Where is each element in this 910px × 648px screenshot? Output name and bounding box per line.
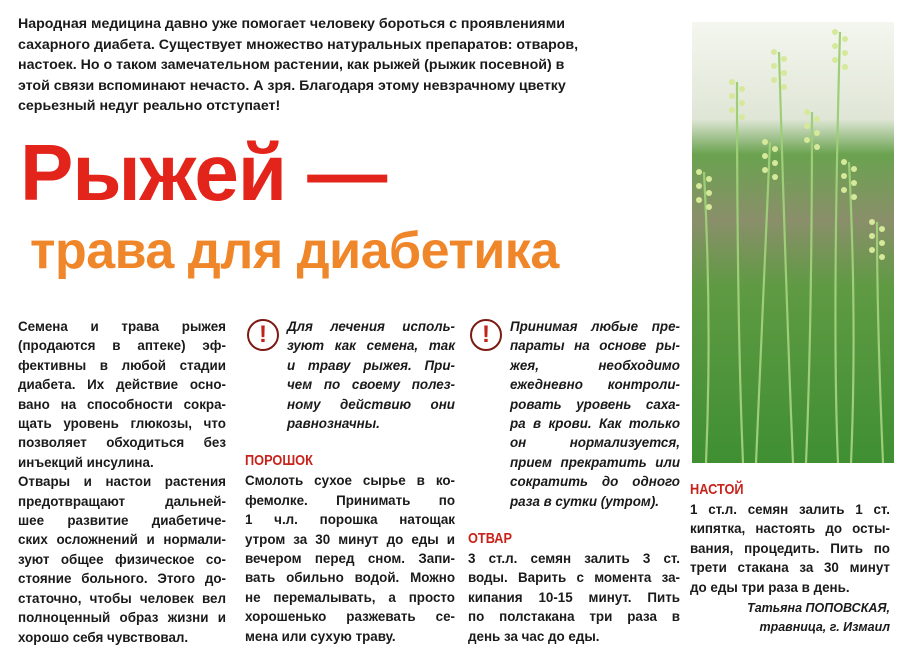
plant-flower (696, 197, 702, 203)
author-role: травница, г. Измаил (759, 620, 890, 635)
plant-flower (814, 116, 820, 122)
plant-flower (869, 233, 875, 239)
text-line: Отвары и настои растения (18, 474, 226, 490)
text-line: позволяет обходиться без (18, 435, 226, 451)
text-line: предотвращают дальней- (18, 493, 226, 509)
plant-flower (729, 107, 735, 113)
plant-flower (814, 144, 820, 150)
text-line: чем по своему полез- (287, 377, 455, 393)
plant-flower (729, 93, 735, 99)
text-line: хорошо себя чувствовал. (18, 629, 189, 645)
text-line: 1 ч.л. порошка натощак (245, 512, 455, 528)
text-line: трети стакана за 30 минут (690, 560, 890, 576)
text-line: прием прекратить или (510, 454, 680, 470)
author-signature (690, 599, 890, 637)
text-line: фемолке. Принимать по (245, 492, 455, 508)
text-line: утром за 30 минут до еды и (245, 531, 455, 547)
text-line: он нормализуется, (510, 435, 680, 451)
column-decoction (468, 317, 680, 646)
plant-flower (841, 187, 847, 193)
plant-flower (842, 36, 848, 42)
text-line: воды. Варить с момента за- (468, 570, 680, 586)
text-line: Народная медицина давно уже помогает человеку бороться с проявлениями (18, 16, 565, 32)
powder-instructions (245, 471, 455, 646)
plant-flower (781, 84, 787, 90)
text-line: раза в сутки (утром). (510, 493, 660, 509)
plant-flower (879, 254, 885, 260)
text-line: вечером перед сном. Запи- (245, 551, 455, 567)
text-line: щать уровень глюкозы, что (18, 416, 226, 432)
exclamation-circle-icon: ! (470, 319, 502, 351)
text-line: сахарного диабета. Существует множество натуральных препаратов: отваров, (18, 36, 579, 53)
column-powder (245, 317, 455, 646)
text-line: ра в крови. Как только (510, 416, 680, 432)
text-line: 3 ст.л. семян залить 3 ст. (468, 551, 680, 567)
text-line: ному действию они (287, 396, 455, 412)
warning-note-text (287, 317, 455, 433)
plant-flower (771, 49, 777, 55)
plant-flower (832, 43, 838, 49)
text-line: жея, необходимо (510, 357, 680, 373)
plant-flower (832, 29, 838, 35)
plant-flower (842, 50, 848, 56)
text-line: кипятка, настоять до осты- (690, 521, 890, 537)
text-line: шее развитие диабетиче- (18, 513, 226, 529)
plant-flower (851, 166, 857, 172)
text-line: мена или сухую траву. (245, 628, 396, 644)
exclamation-circle-icon: ! (247, 319, 279, 351)
plant-flower (696, 169, 702, 175)
text-line: стояние больного. Этого до- (18, 571, 226, 587)
plant-flower (706, 190, 712, 196)
text-line: зуют как семена, так (287, 338, 455, 354)
text-line: диабета. Их действие осно- (18, 377, 226, 393)
decoction-instructions (468, 549, 680, 646)
section-heading-powder: ПОРОШОК (245, 452, 313, 470)
plant-flower (772, 174, 778, 180)
text-line: равнозначны. (287, 416, 380, 432)
text-line: день за час до еды. (468, 628, 600, 644)
text-line: инъекций инсулина. (18, 454, 154, 470)
plant-flower (869, 219, 875, 225)
plant-flower (814, 130, 820, 136)
text-line: кипания 10-15 минут. Пить (468, 589, 680, 605)
text-line: полноценный образ жизни и (18, 610, 226, 626)
plant-flower (739, 114, 745, 120)
plant-flower (842, 64, 848, 70)
plant-flower (851, 180, 857, 186)
plant-flower (729, 79, 735, 85)
text-line: сократить до одного (510, 474, 680, 490)
text-line: до еды три раза в день. (690, 579, 850, 595)
plant-flower (851, 194, 857, 200)
plant-flower (841, 159, 847, 165)
infusion-instructions (690, 500, 890, 597)
plant-flower (706, 176, 712, 182)
article-subtitle: трава для диабетика (30, 222, 559, 280)
plant-flower (879, 226, 885, 232)
text-line: и траву рыжея. При- (287, 357, 455, 373)
plant-flower (804, 109, 810, 115)
text-line: зуют общее физическое со- (18, 551, 226, 567)
text-line: по полстакана три раза в (468, 609, 680, 625)
text-line: статочно, чтобы человек вел (18, 590, 226, 606)
text-line: вания, процедить. Пить по (690, 540, 890, 556)
text-line: не перемалывать, а просто (245, 589, 455, 605)
text-line: вать обильно водой. Можно (245, 570, 455, 586)
text-line: Для лечения исполь- (287, 319, 455, 334)
plant-flower (869, 247, 875, 253)
plant-flower (771, 63, 777, 69)
plant-flower (706, 204, 712, 210)
article-title: Рыжей — (20, 128, 387, 217)
text-line: этой связи вспоминают нечасто. А зря. Благодаря этому невзрачному цветку (18, 77, 566, 94)
plant-flower (841, 173, 847, 179)
plant-flower (739, 100, 745, 106)
plant-flower (804, 137, 810, 143)
plant-flower (804, 123, 810, 129)
camelina-plant-photo (692, 22, 894, 463)
plant-flower (772, 146, 778, 152)
text-line: параты на основе ры- (510, 338, 680, 354)
text-line: хорошенько разжевать се- (245, 609, 455, 625)
section-heading-decoction: ОТВАР (468, 530, 513, 548)
text-line: фективны в любой стадии (18, 357, 226, 373)
column-infusion (690, 480, 890, 637)
text-line: ровать уровень саха- (510, 396, 680, 412)
plant-flower (762, 139, 768, 145)
warning-note (245, 317, 455, 433)
text-line: настоек. Но о таком замечательном растении, как рыжей (рыжик посевной) в (18, 57, 565, 73)
column-intro (18, 317, 226, 647)
text-line: серьезный недуг реально отступает! (18, 98, 281, 114)
text-line: Семена и трава рыжея (18, 319, 226, 334)
intro-paragraph (18, 14, 683, 117)
plant-flower (762, 153, 768, 159)
plant-illustration (692, 22, 894, 463)
author-name: Татьяна ПОПОВСКАЯ, (747, 601, 890, 616)
plant-flower (832, 57, 838, 63)
text-line: Смолоть сухое сырье в ко- (245, 473, 455, 489)
plant-flower (739, 86, 745, 92)
plant-flower (696, 183, 702, 189)
plant-flower (781, 56, 787, 62)
text-line: Принимая любые пре- (510, 319, 680, 334)
text-line: (продаются в аптеке) эф- (18, 338, 226, 354)
plant-flower (762, 167, 768, 173)
warning-note (468, 317, 680, 511)
text-line: ских осложнений и нормали- (18, 532, 226, 548)
text-line: вано на способности сокра- (18, 396, 226, 412)
section-heading-infusion: НАСТОЙ (690, 481, 744, 498)
plant-flower (781, 70, 787, 76)
text-line: ежедневно контроли- (510, 377, 680, 393)
plant-flower (772, 160, 778, 166)
plant-flower (771, 77, 777, 83)
plant-flower (879, 240, 885, 246)
warning-note-text (510, 317, 680, 511)
text-line: 1 ст.л. семян залить 1 ст. (690, 502, 890, 517)
